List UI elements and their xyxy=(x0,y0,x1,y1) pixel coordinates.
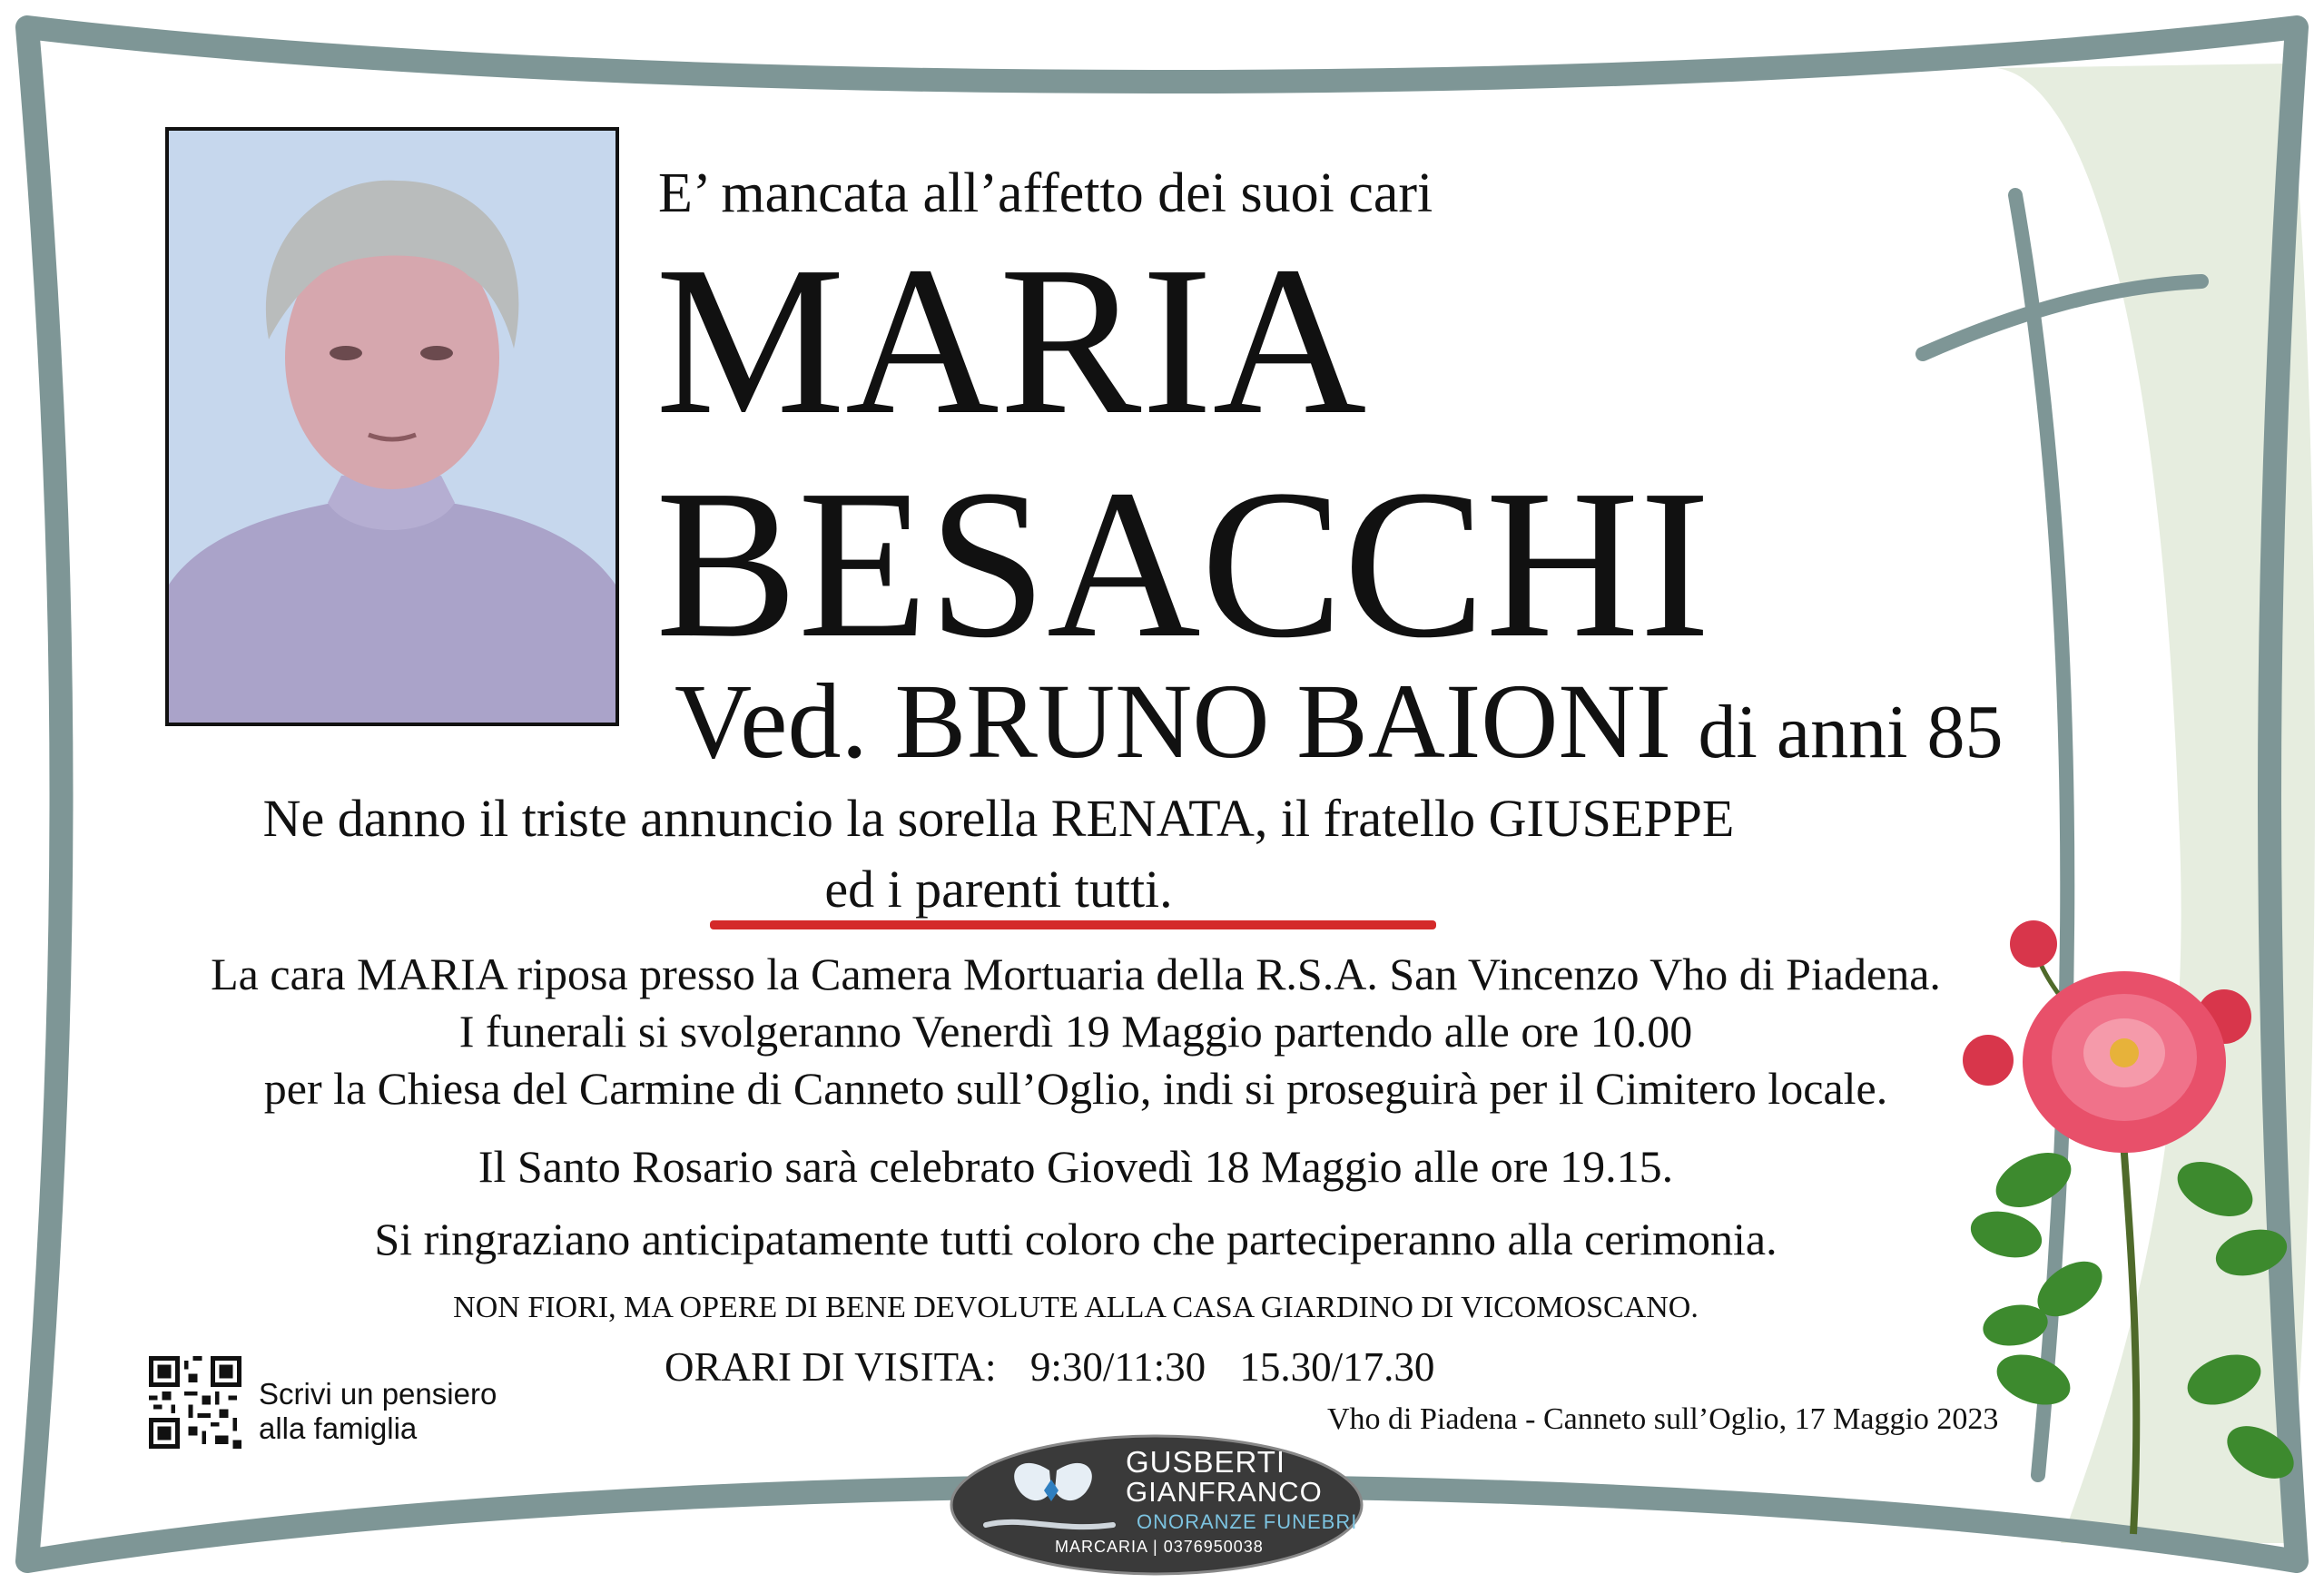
thanks-line: Si ringraziano anticipatamente tutti coloro che parteciperanno alla cerimonia. xyxy=(374,1214,1777,1264)
qr-caption-line-2: alla famiglia xyxy=(259,1411,418,1445)
first-name: MARIA xyxy=(655,222,1367,458)
visiting-morning: 9:30/11:30 xyxy=(1029,1344,1206,1390)
no-flowers-note: NON FIORI, MA OPERE DI BENE DEVOLUTE ALLA CASA GIARDINO DI VICOMOSCANO. xyxy=(453,1291,1699,1324)
age-text: di anni 85 xyxy=(1698,690,2004,774)
widow-of: Ved. BRUNO BAIONI xyxy=(675,662,1672,781)
details-line-1: La cara MARIA riposa presso la Camera Mortuaria della R.S.A. San Vincenzo Vho di Piadena. xyxy=(211,949,1941,999)
visiting-afternoon: 15.30/17.30 xyxy=(1239,1344,1435,1390)
rosary-line: Il Santo Rosario sarà celebrato Giovedì 18 Maggio alle ore 19.15. xyxy=(478,1141,1674,1192)
last-name: BESACCHI xyxy=(655,446,1711,682)
logo-tagline: ONORANZE FUNEBRI xyxy=(1137,1510,1358,1533)
details-line-2: I funerali si svolgeranno Venerdì 19 Maggio partendo alle ore 10.00 xyxy=(458,1006,1693,1057)
widow-line xyxy=(675,663,2003,792)
intro-text: E’ mancata all’affetto dei suoi cari xyxy=(658,162,1433,224)
announcement-line-1: Ne danno il triste annuncio la sorella RENATA, il fratello GIUSEPPE xyxy=(262,789,1735,848)
rose-icon xyxy=(1925,908,2324,1543)
logo-name-2: GIANFRANCO xyxy=(1126,1476,1323,1508)
details-line-3: per la Chiesa del Carmine di Canneto sull’Oglio, indi si proseguirà per il Cimitero locale. xyxy=(263,1063,1888,1114)
visiting-hours xyxy=(665,1343,1458,1391)
logo-name-1: GUSBERTI xyxy=(1126,1445,1286,1479)
place-date: Vho di Piadena - Canneto sull’Oglio, 17 Maggio 2023 xyxy=(1327,1402,1999,1436)
announcement-line-2: ed i parenti tutti. xyxy=(824,860,1173,919)
visiting-label: ORARI DI VISITA: xyxy=(665,1344,997,1390)
qr-code-icon[interactable] xyxy=(149,1356,241,1449)
qr-caption-line-1: Scrivi un pensiero xyxy=(259,1377,497,1411)
logo-contact: MARCARIA | 0376950038 xyxy=(1055,1538,1264,1556)
qr-caption xyxy=(259,1377,497,1446)
divider-line xyxy=(710,920,1436,929)
portrait-photo xyxy=(165,127,619,726)
